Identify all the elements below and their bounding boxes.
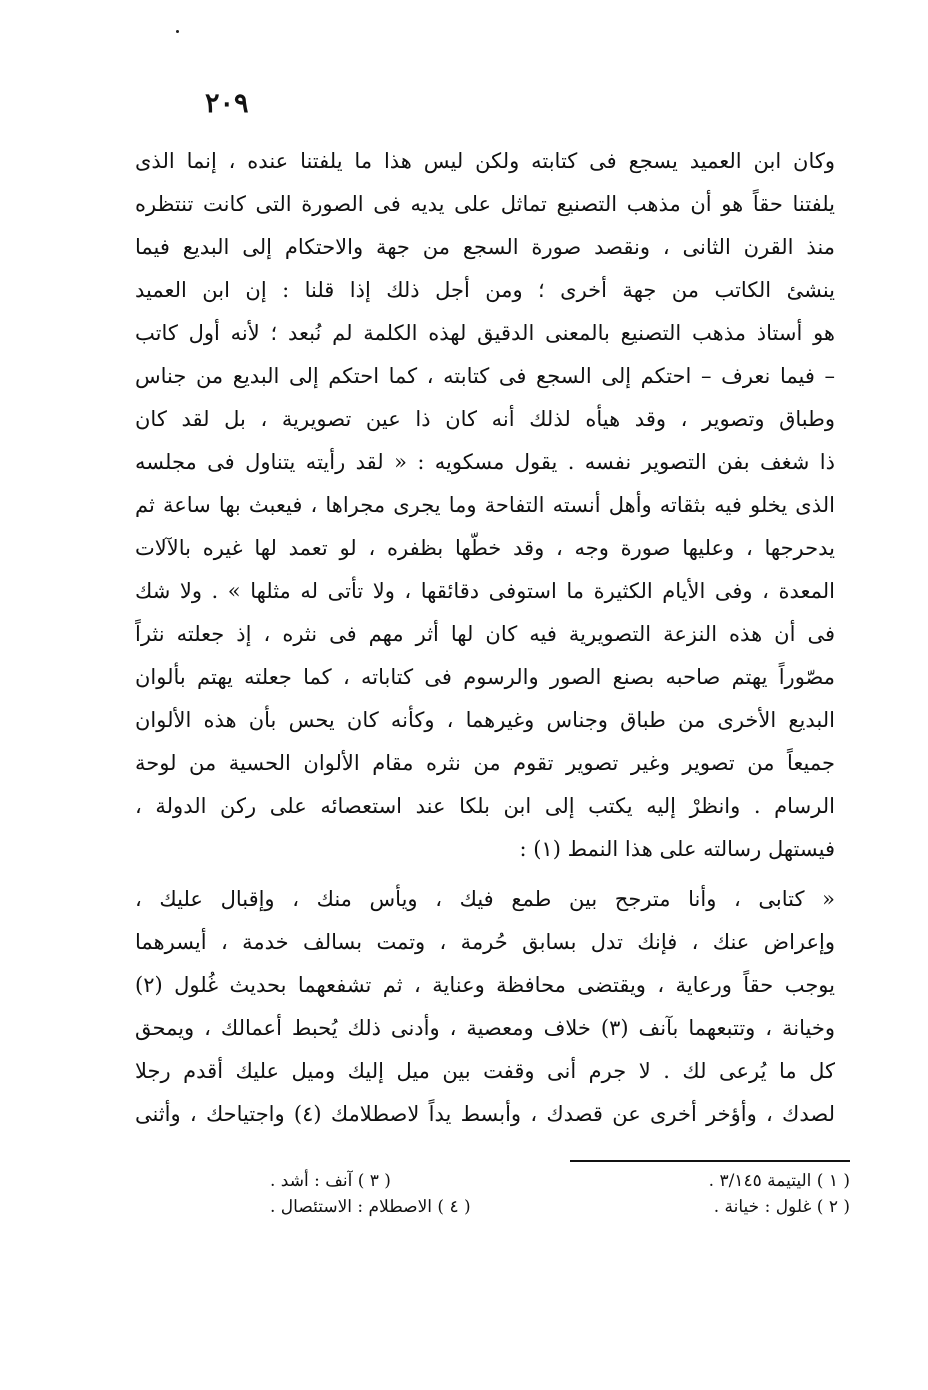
footnote-divider (570, 1160, 850, 1162)
text-line: وخيانة ، وتتبعهما بآنف (٣) خلاف ومعصية ، وأدنى ذلك يُحبط أعمالك ، ويمحق (135, 1016, 835, 1040)
scan-speck (176, 30, 179, 33)
text-line: فيستهل رسالته على هذا النمط (١) : (519, 837, 835, 861)
footnote-3: ( ٣ ) آنف : أشد . (270, 1171, 391, 1191)
text-line: وطباق وتصوير ، وقد هيأه لذلك أنه كان ذا عين تصويرية ، بل لقد كان (135, 407, 835, 431)
footnotes (270, 1168, 850, 1220)
footnote-2: ( ٢ ) غلول : خيانة . (713, 1197, 850, 1217)
text-line: كل ما يُرعى لك . لا جرم أنى وقفت بين ميل إليك وميل عليك أقدم رجلا (135, 1059, 835, 1083)
text-line: لصدك ، وأؤخر أخرى عن قصدك ، وأبسط يداً لاصطلامك (٤) واجتياحك ، وأثنى (135, 1102, 835, 1126)
footnote-4: ( ٤ ) الاصطلام : الاستئصال . (270, 1197, 471, 1217)
text-line: المعدة ، وفى الأيام الكثيرة ما استوفى دقائقها ، ولا تأتى له مثلها » . ولا شك (135, 579, 835, 603)
text-line: يوجب حقاً ورعاية ، ويقتضى محافظة وعناية ، ثم تشفعهما بحديث غُلول (٢) (135, 973, 835, 997)
footnote-1: ( ١ ) اليتيمة ٣/١٤٥ . (708, 1171, 850, 1191)
text-line: يدحرجها ، وعليها صورة وجه ، وقد خطّها بظفره ، لو تعمد لها غيره بالآلات (135, 536, 835, 560)
text-line: وإعراض عنك ، فإنك تدل بسابق حُرمة ، وتمت بسالف خدمة ، أيسرهما (135, 930, 835, 954)
page-number: ٢٠٩ (205, 88, 249, 119)
text-line: منذ القرن الثانى ، ونقصد صورة السجع من جهة والاحتكام إلى البديع فيما (135, 235, 835, 259)
paragraph-2-quotation (135, 878, 835, 1136)
footnote-row (270, 1168, 850, 1194)
paragraph-1 (135, 140, 835, 871)
text-line: ينشئ الكاتب من جهة أخرى ؛ ومن أجل ذلك إذا قلنا : إن ابن العميد (135, 278, 835, 302)
text-line: مصّوراً يهتم صاحبه بصنع الصور والرسوم فى كتاباته ، كما جعلته يهتم بألوان (135, 665, 835, 689)
text-line: فى أن هذه النزعة التصويرية فيه كان لها أثر مهم فى نثره ، إذ جعلته نثراً (135, 622, 835, 646)
text-line: يلفتنا حقاً هو أن مذهب التصنيع تماثل على يديه فى الصورة التى كانت تنتظره (135, 192, 835, 216)
text-line: الرسام . وانظرْ إليه يكتب إلى ابن بلكا عند استعصائه على ركن الدولة ، (135, 794, 835, 818)
text-line: جميعاً من تصوير وغير تصوير تقوم من نثره مقام الألوان الحسية من لوحة (135, 751, 835, 775)
text-line: البديع الأخرى من طباق وجناس وغيرهما ، وكأنه كان يحس بأن هذه الألوان (135, 708, 835, 732)
text-line: هو أستاذ مذهب التصنيع بالمعنى الدقيق لهذه الكلمة لم نُبعد ؛ لأنه أول كاتب (135, 321, 835, 345)
text-line: « كتابى ، وأنا مترجح بين طمع فيك ، ويأس منك ، وإقبال عليك ، (135, 887, 835, 911)
text-line: وكان ابن العميد يسجع فى كتابته ولكن ليس هذا ما يلفتنا عنده ، إنما الذى (135, 149, 835, 173)
text-line: ذا شغف بفن التصوير نفسه . يقول مسكويه : « لقد رأيته يتناول فى مجلسه (135, 450, 835, 474)
footnote-row (270, 1194, 850, 1220)
text-line: الذى يخلو فيه بثقاته وأهل أنسته التفاحة وما يجرى مجراها ، فيعبث بها ساعة ثم (135, 493, 835, 517)
text-line: – فيما نعرف – احتكم إلى السجع فى كتابته ، كما احتكم إلى البديع من جناس (135, 364, 835, 388)
